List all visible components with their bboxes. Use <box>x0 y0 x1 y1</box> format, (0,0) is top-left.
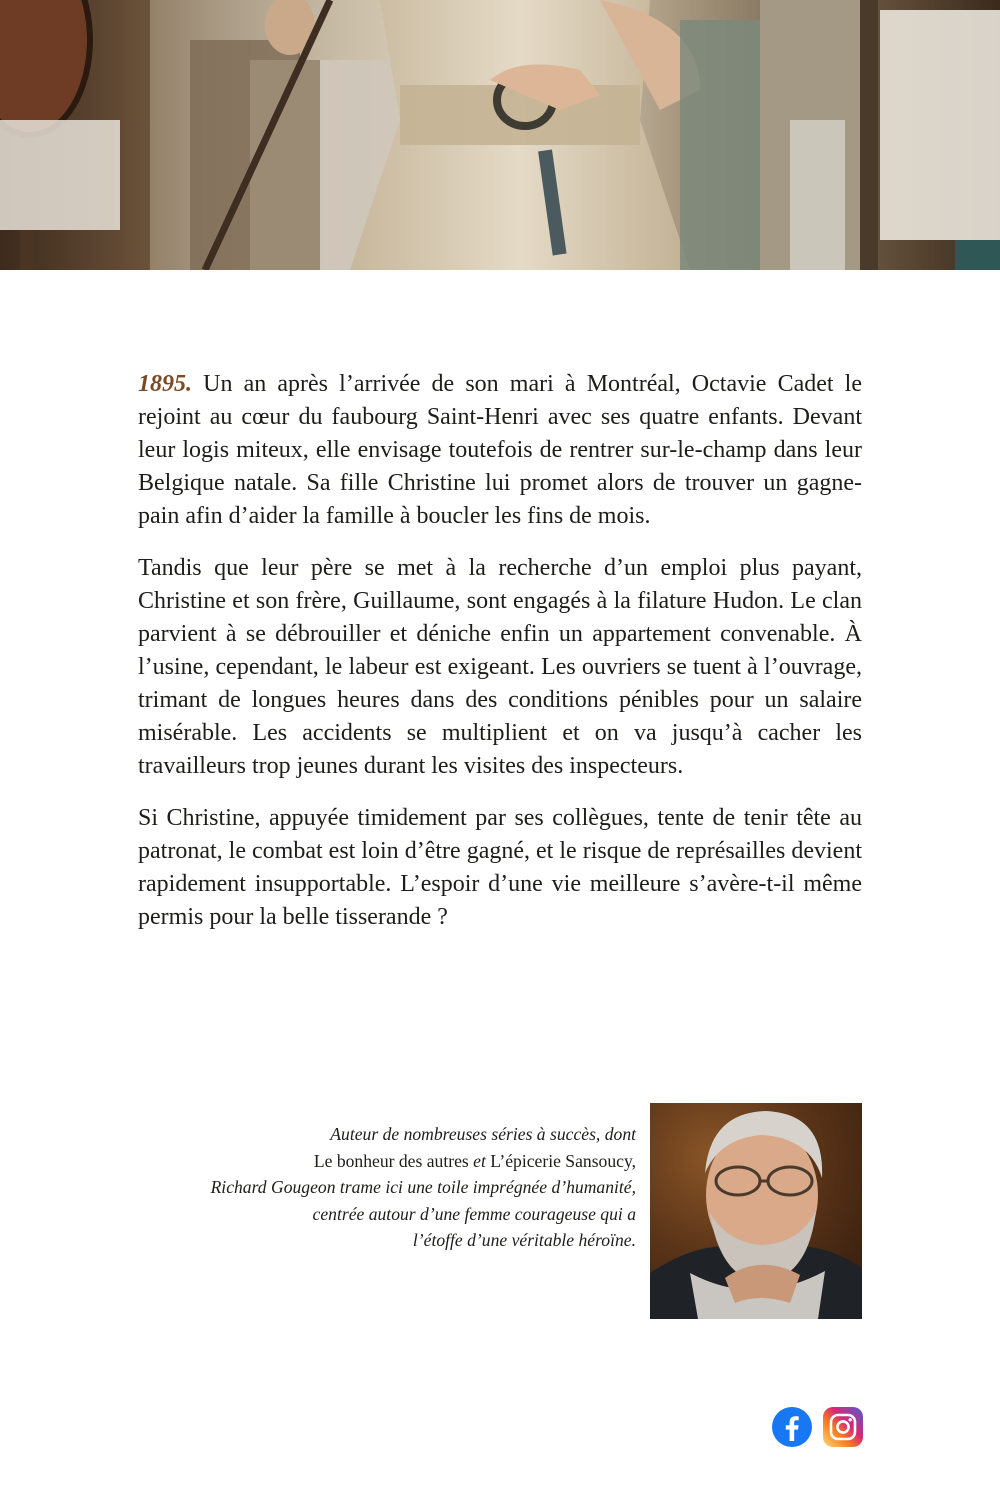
synopsis-paragraph-3: Si Christine, appuyée timidement par ses collègues, tente de tenir tête au patronat, le combat est loin d’être gagné, et le risque de représailles devient rapidement insupportable. L’espoir d’une vie meilleure s’avère-t-il même permis pour la belle tisserande ? <box>138 805 862 930</box>
cover-artwork <box>0 0 1000 270</box>
synopsis <box>138 368 862 953</box>
social-links <box>772 1407 863 1447</box>
synopsis-text-1: Un an après l’arrivée de son mari à Montréal, Octavie Cadet le rejoint au cœur du faubourg Saint-Henri avec ses quatre enfants. Devant leur logis miteux, elle envisage toutefois de rentrer sur-le-champ dans leur Belgique natale. Sa fille Christine lui promet alors de trouver un gagne-pain afin d’aider la famille à boucler les fins de mois. <box>138 371 863 529</box>
facebook-icon[interactable] <box>772 1407 812 1447</box>
synopsis-paragraph-1 <box>138 368 862 533</box>
author-bio-line-4: centrée autour d’une femme courageuse qui a <box>312 1203 636 1224</box>
author-portrait-drawing <box>650 1103 862 1319</box>
author-bio-line-3-rest: trame ici une toile imprégnée d’humanité, <box>335 1177 636 1197</box>
author-bio-line-2 <box>160 1148 636 1175</box>
author-portrait <box>650 1103 862 1319</box>
book-title-1: Le bonheur des autres <box>313 1150 469 1171</box>
book-title-2: L’épicerie Sansoucy, <box>490 1150 636 1171</box>
instagram-icon[interactable] <box>823 1407 863 1447</box>
author-bio-line-1: Auteur de nombreuses séries à succès, dont <box>330 1124 636 1144</box>
author-bio-line-5: l’étoffe d’une véritable héroïne. <box>412 1230 636 1250</box>
author-bio <box>160 1121 636 1254</box>
conjunction-et: et <box>468 1150 491 1171</box>
cover-illustration <box>0 0 1000 270</box>
author-name: Richard Gougeon <box>210 1177 336 1197</box>
author-bio-line-3 <box>160 1174 636 1201</box>
year-label: 1895. <box>138 371 192 397</box>
synopsis-paragraph-2: Tandis que leur père se met à la recherche d’un emploi plus payant, Christine et son frère, Guillaume, sont engagés à la filature Hudon. Le clan parvient à se débrouiller et déniche enfin un appartement convenable. À l’usine, cependant, le labeur est exigeant. Les ouvriers se tuent à l’ouvrage, trimant de longues heures dans des conditions pénibles pour un salaire misérable. Les accidents se multiplient et on va jusqu’à cacher les travailleurs trop jeunes durant les visites des inspecteurs. <box>138 555 862 779</box>
